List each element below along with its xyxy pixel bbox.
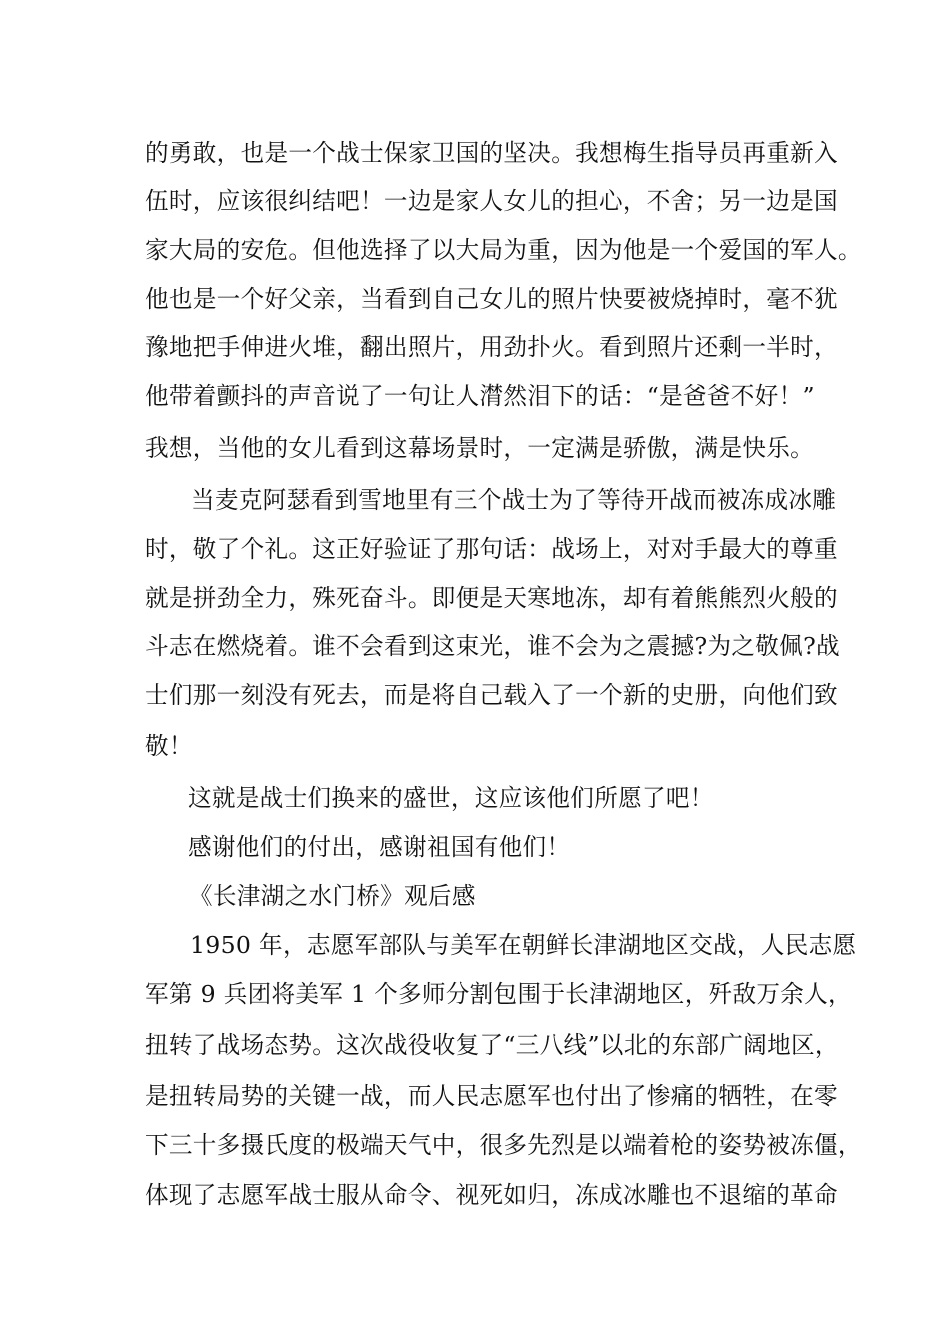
paragraph-line: 是扭转局势的关键一战，而人民志愿军也付出了惨痛的牺牲，在零: [145, 1082, 838, 1110]
paragraph-line: 这就是战士们换来的盛世，这应该他们所愿了吧！: [188, 784, 714, 812]
paragraph-line: 敬！: [145, 732, 193, 760]
paragraph-line: 家大局的安危。但他选择了以大局为重，因为他是一个爱国的军人。: [145, 236, 862, 264]
paragraph-line: 就是拼劲全力，殊死奋斗。即便是天寒地冻，却有着熊熊烈火般的: [145, 584, 838, 612]
paragraph-line: 斗志在燃烧着。谁不会看到这束光，谁不会为之震撼?为之敬佩?战: [145, 632, 840, 660]
paragraph-line: 他带着颤抖的声音说了一句让人潸然泪下的话：“是爸爸不好！”: [145, 382, 815, 410]
paragraph-line: 伍时，应该很纠结吧！一边是家人女儿的担心，不舍；另一边是国: [145, 187, 838, 215]
paragraph-line: 我想，当他的女儿看到这幕场景时，一定满是骄傲，满是快乐。: [145, 434, 815, 462]
paragraph-line: 的勇敢，也是一个战士保家卫国的坚决。我想梅生指导员再重新入: [145, 139, 838, 167]
paragraph-line: 当麦克阿瑟看到雪地里有三个战士为了等待开战而被冻成冰雕: [191, 486, 837, 514]
paragraph-line: 感谢他们的付出，感谢祖国有他们！: [188, 833, 571, 861]
paragraph-line: 他也是一个好父亲，当看到自己女儿的照片快要被烧掉时，毫不犹: [145, 285, 838, 313]
paragraph-line: 体现了志愿军战士服从命令、视死如归，冻成冰雕也不退缩的革命: [145, 1181, 838, 1209]
paragraph-line: 军第 9 兵团将美军 1 个多师分割包围于长津湖地区，歼敌万余人，: [145, 980, 852, 1008]
paragraph-line: 豫地把手伸进火堆，翻出照片，用劲扑火。看到照片还剩一半时，: [145, 333, 838, 361]
paragraph-line: 扭转了战场态势。这次战役收复了“三八线”以北的东部广阔地区，: [145, 1031, 839, 1059]
paragraph-line: 士们那一刻没有死去，而是将自己载入了一个新的史册，向他们致: [145, 681, 838, 709]
paragraph-line: 下三十多摄氏度的极端天气中，很多先烈是以端着枪的姿势被冻僵，: [145, 1131, 862, 1159]
paragraph-line: 1950 年，志愿军部队与美军在朝鲜长津湖地区交战，人民志愿: [190, 931, 857, 959]
section-title: 《长津湖之水门桥》观后感: [189, 882, 476, 910]
paragraph-line: 时，敬了个礼。这正好验证了那句话：战场上，对对手最大的尊重: [145, 535, 838, 563]
